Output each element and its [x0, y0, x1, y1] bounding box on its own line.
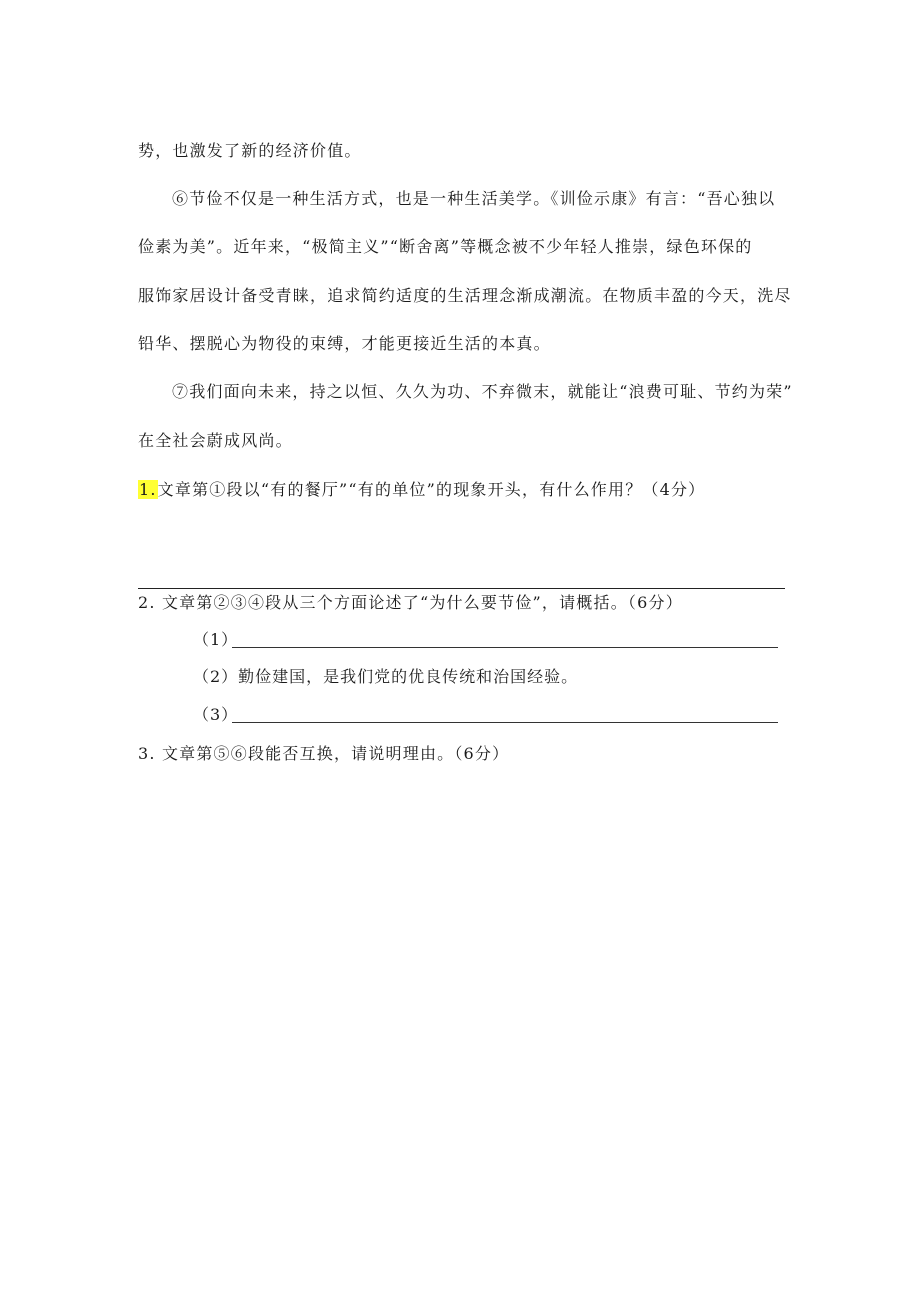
paragraph-6-line: 服饰家居设计备受青睐，追求简约适度的生活理念渐成潮流。在物质丰盈的今天，洗尽 [138, 286, 792, 305]
question-2-sub-3-label: （3） [193, 705, 239, 724]
question-1-answer-area[interactable] [138, 512, 785, 589]
question-1-text: 文章第①段以“有的餐厅”“有的单位”的现象开头，有什么作用？（4分） [157, 480, 706, 499]
question-1-number: 1. [139, 480, 157, 499]
question-2-sub-1-blank[interactable] [232, 647, 778, 648]
question-1-prompt [138, 479, 705, 501]
paragraph-7-line: ⑦我们面向未来，持之以恒、久久为功、不弃微末，就能让“浪费可耻、节约为荣” [172, 382, 793, 401]
question-2-sub-3-blank[interactable] [232, 722, 778, 723]
question-3-prompt: 3. 文章第⑤⑥段能否互换，请说明理由。（6分） [138, 744, 510, 763]
paragraph-6-line: ⑥节俭不仅是一种生活方式，也是一种生活美学。《训俭示康》有言：“吾心独以 [172, 189, 776, 208]
paragraph-6-line: 俭素为美”。近年来，“极简主义”“断舍离”等概念被不少年轻人推崇，绿色环保的 [138, 237, 753, 256]
paragraph-6-line: 铅华、摆脱心为物役的束缚，才能更接近生活的本真。 [138, 334, 551, 353]
question-2-sub-2: （2）勤俭建国，是我们党的优良传统和治国经验。 [193, 667, 579, 686]
passage-line: 势，也激发了新的经济价值。 [138, 141, 362, 160]
question-2-sub-1-label: （1） [193, 630, 239, 649]
paragraph-7-line: 在全社会蔚成风尚。 [138, 431, 293, 450]
question-2-prompt: 2. 文章第②③④段从三个方面论述了“为什么要节俭”，请概括。（6分） [138, 593, 683, 612]
